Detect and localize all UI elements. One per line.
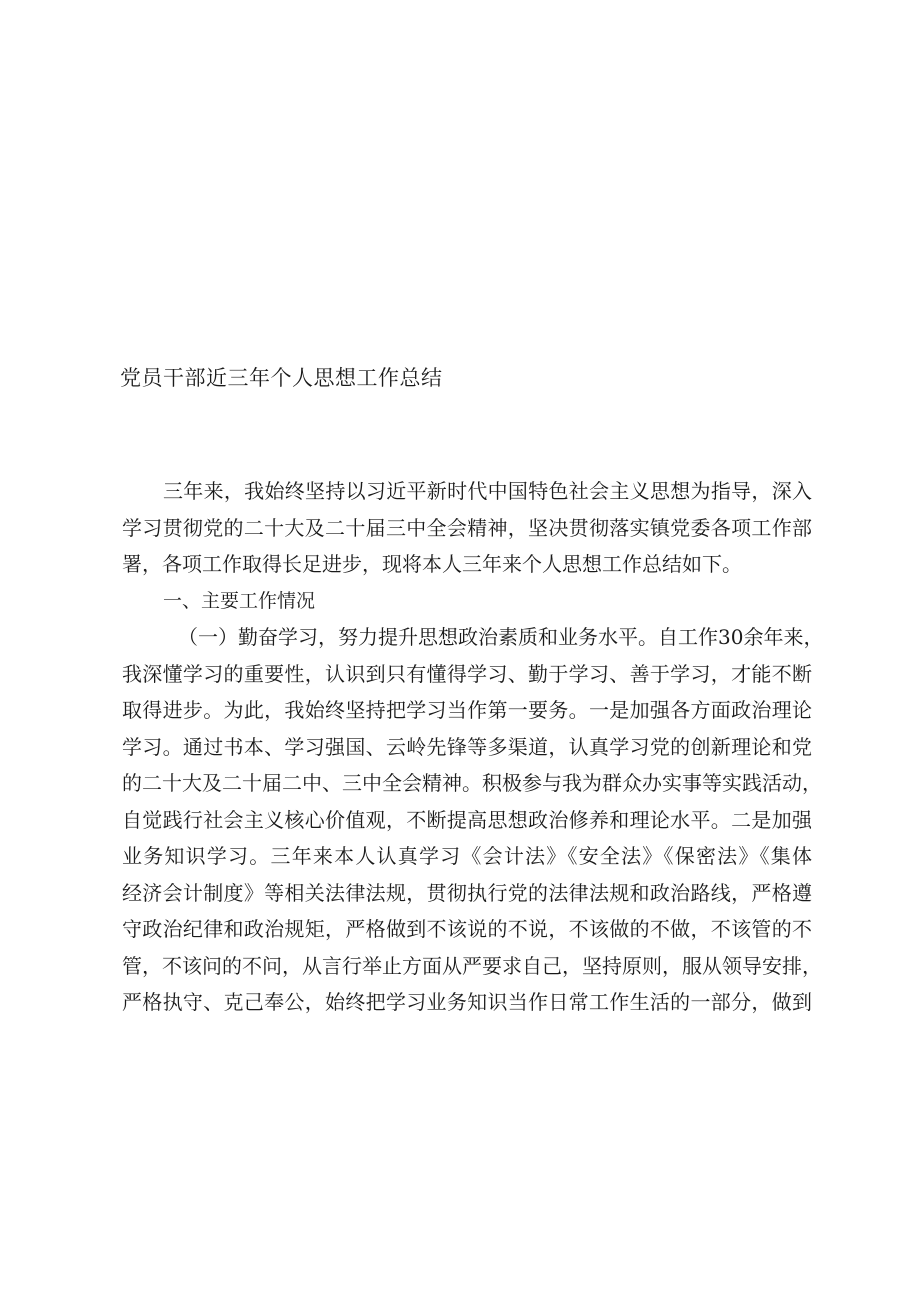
- intro-line: 署，各项工作取得长足进步，现将本人三年来个人思想工作总结如下。: [122, 552, 742, 576]
- intro-line: 学习贯彻党的二十大及二十届三中全会精神，坚决贯彻落实镇党委各项工作部: [122, 515, 812, 540]
- paragraph-line: （一）勤奋学习，努力提升思想政治素质和业务水平。自工作30余年来，: [178, 625, 824, 649]
- paragraph-line: 自觉践行社会主义核心价值观，不断提高思想政治修养和理论水平。二是加强: [122, 807, 812, 832]
- paragraph-line: 我深懂学习的重要性，认识到只有懂得学习、勤于学习、善于学习，才能不断: [122, 661, 812, 686]
- paragraph-line: 经济会计制度》等相关法律法规，贯彻执行党的法律法规和政治路线，严格遵: [122, 880, 812, 905]
- paragraph-line: 管，不该问的不问，从言行举止方面从严要求自己，坚持原则，服从领导安排，: [122, 953, 822, 978]
- paragraph-line: 业务知识学习。三年来本人认真学习《会计法》《安全法》《保密法》《集体: [122, 844, 812, 868]
- section-heading: 一、主要工作情况: [163, 589, 316, 612]
- paragraph-line: 严格执守、克己奉公，始终把学习业务知识当作日常工作生活的一部分，做到: [122, 990, 812, 1014]
- paragraph-line: 取得进步。为此，我始终坚持把学习当作第一要务。一是加强各方面政治理论: [122, 698, 812, 722]
- paragraph-line: 守政治纪律和政治规矩，严格做到不该说的不说，不该做的不做，不该管的不: [122, 917, 812, 941]
- document-body: [122, 473, 824, 1021]
- intro-line: 三年来，我始终坚持以习近平新时代中国特色社会主义思想为指导，深入: [163, 479, 812, 503]
- paragraph-line: 学习。通过书本、学习强国、云岭先锋等多渠道，认真学习党的创新理论和党: [122, 734, 812, 759]
- document-title: 党员干部近三年个人思想工作总结: [120, 366, 443, 390]
- paragraph-line: 的二十大及二十届二中、三中全会精神。积极参与我为群众办实事等实践活动，: [122, 771, 822, 795]
